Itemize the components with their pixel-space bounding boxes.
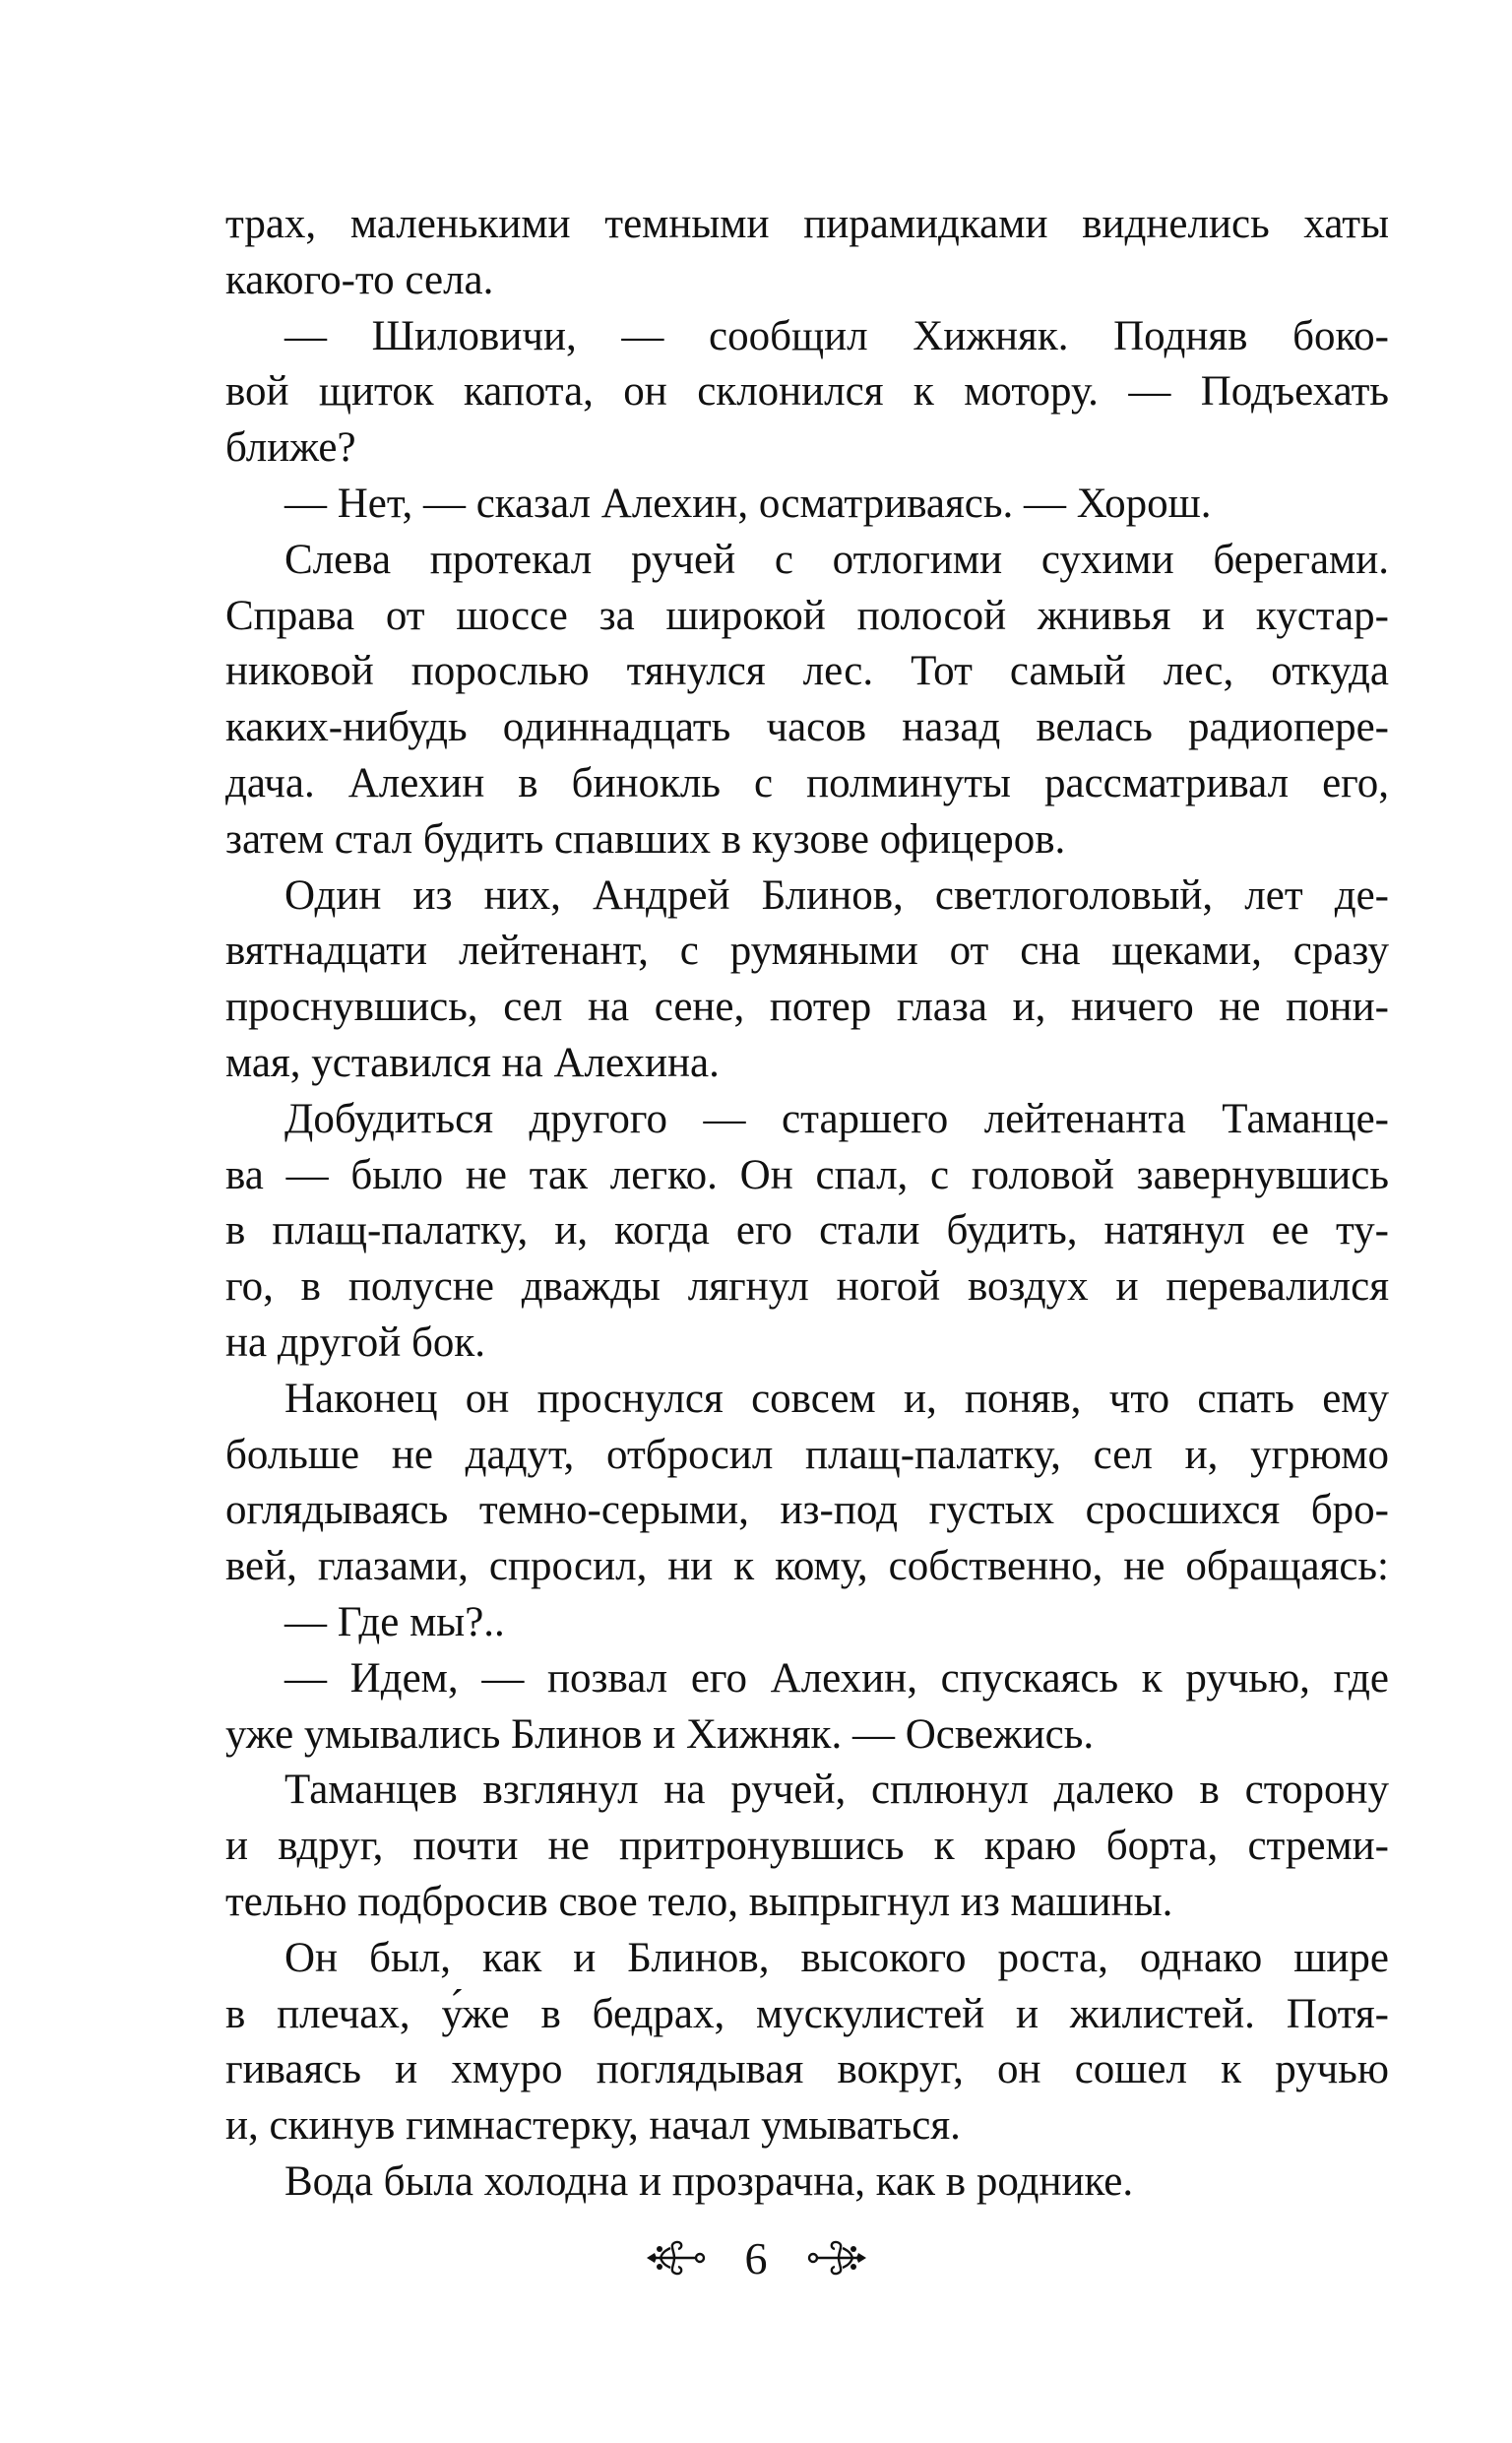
page-body — [225, 197, 1389, 2211]
text-line: Наконец он проснулся совсем и, поняв, что спать ему — [284, 1375, 1389, 1422]
text-line: — Шиловичи, — сообщил Хижняк. Подняв боко- — [284, 312, 1389, 359]
page-number: 6 — [744, 2232, 768, 2283]
text-line: каких-нибудь одиннадцать часов назад велась радиопере- — [225, 704, 1389, 751]
text-line: тельно подбросив свое тело, выпрыгнул из машины. — [225, 1878, 1173, 1925]
text-line: го, в полусне дважды лягнул ногой воздух и перевалился — [225, 1263, 1389, 1311]
text-line: вятнадцати лейтенант, с румяными от сна щеками, сразу — [225, 928, 1389, 975]
text-line: оглядываясь темно-серыми, из-под густых сросшихся бро- — [225, 1487, 1389, 1534]
text-line: Таманцев взглянул на ручей, сплюнул далеко в сторону — [284, 1767, 1389, 1814]
text-line: проснувшись, сел на сене, потер глаза и, ничего не пони- — [225, 984, 1389, 1031]
text-line: — Идем, — позвал его Алехин, спускаясь к ручью, где — [284, 1654, 1389, 1702]
fleuron-right-icon — [805, 2238, 866, 2278]
text-line: ва — было не так легко. Он спал, с головой завернувшись — [225, 1151, 1389, 1198]
fleuron-left-icon — [647, 2238, 708, 2278]
text-line: какого-то села. — [225, 256, 494, 303]
text-line: уже умывались Блинов и Хижняк. — Освежись. — [225, 1710, 1095, 1758]
page-footer — [0, 2227, 1512, 2284]
text-line: дача. Алехин в бинокль с полминуты рассматривал его, — [225, 759, 1389, 806]
text-line: затем стал будить спавших в кузове офицеров. — [225, 815, 1066, 863]
text-line: трах, маленькими темными пирамидками виднелись хаты — [225, 201, 1389, 247]
text-line: Вода была холодна и прозрачна, как в роднике. — [284, 2157, 1134, 2205]
text-line: на другой бок. — [225, 1318, 486, 1366]
text-line: и вдруг, почти не притронувшись к краю борта, стреми- — [225, 1823, 1389, 1870]
text-line: гиваясь и хмуро поглядывая вокруг, он сошел к ручью — [225, 2046, 1389, 2093]
text-line: никовой порослью тянулся лес. Тот самый лес, откуда — [225, 648, 1389, 695]
text-line: мая, уставился на Алехина. — [225, 1039, 720, 1086]
text-line: вой щиток капота, он склонился к мотору. — Подъехать — [225, 368, 1389, 416]
text-line: — Где мы?.. — [284, 1598, 505, 1645]
text-line: Один из них, Андрей Блинов, светлоголовый, лет де- — [284, 871, 1389, 919]
text-line: в плечах, у́же в бедрах, мускулистей и жилистей. Потя- — [225, 1990, 1389, 2037]
text-line: Он был, как и Блинов, высокого роста, однако шире — [284, 1934, 1389, 1981]
text-line: — Нет, — сказал Алехин, осматриваясь. — Хорош. — [284, 480, 1212, 527]
text-line: ближе? — [225, 424, 356, 472]
text-line: в плащ-палатку, и, когда его стали будить, натянул ее ту- — [225, 1207, 1389, 1254]
text-line: Справа от шоссе за широкой полосой жнивья и кустар- — [225, 592, 1389, 639]
text-line: вей, глазами, спросил, ни к кому, собственно, не обращаясь: — [225, 1543, 1389, 1590]
text-line: и, скинув гимнастерку, начал умываться. — [225, 2102, 961, 2150]
text-line: Слева протекал ручей с отлогими сухими берегами. — [284, 536, 1389, 583]
text-line: Добудиться другого — старшего лейтенанта Таманце- — [284, 1095, 1389, 1142]
text-line: больше не дадут, отбросил плащ-палатку, сел и, угрюмо — [225, 1431, 1389, 1478]
